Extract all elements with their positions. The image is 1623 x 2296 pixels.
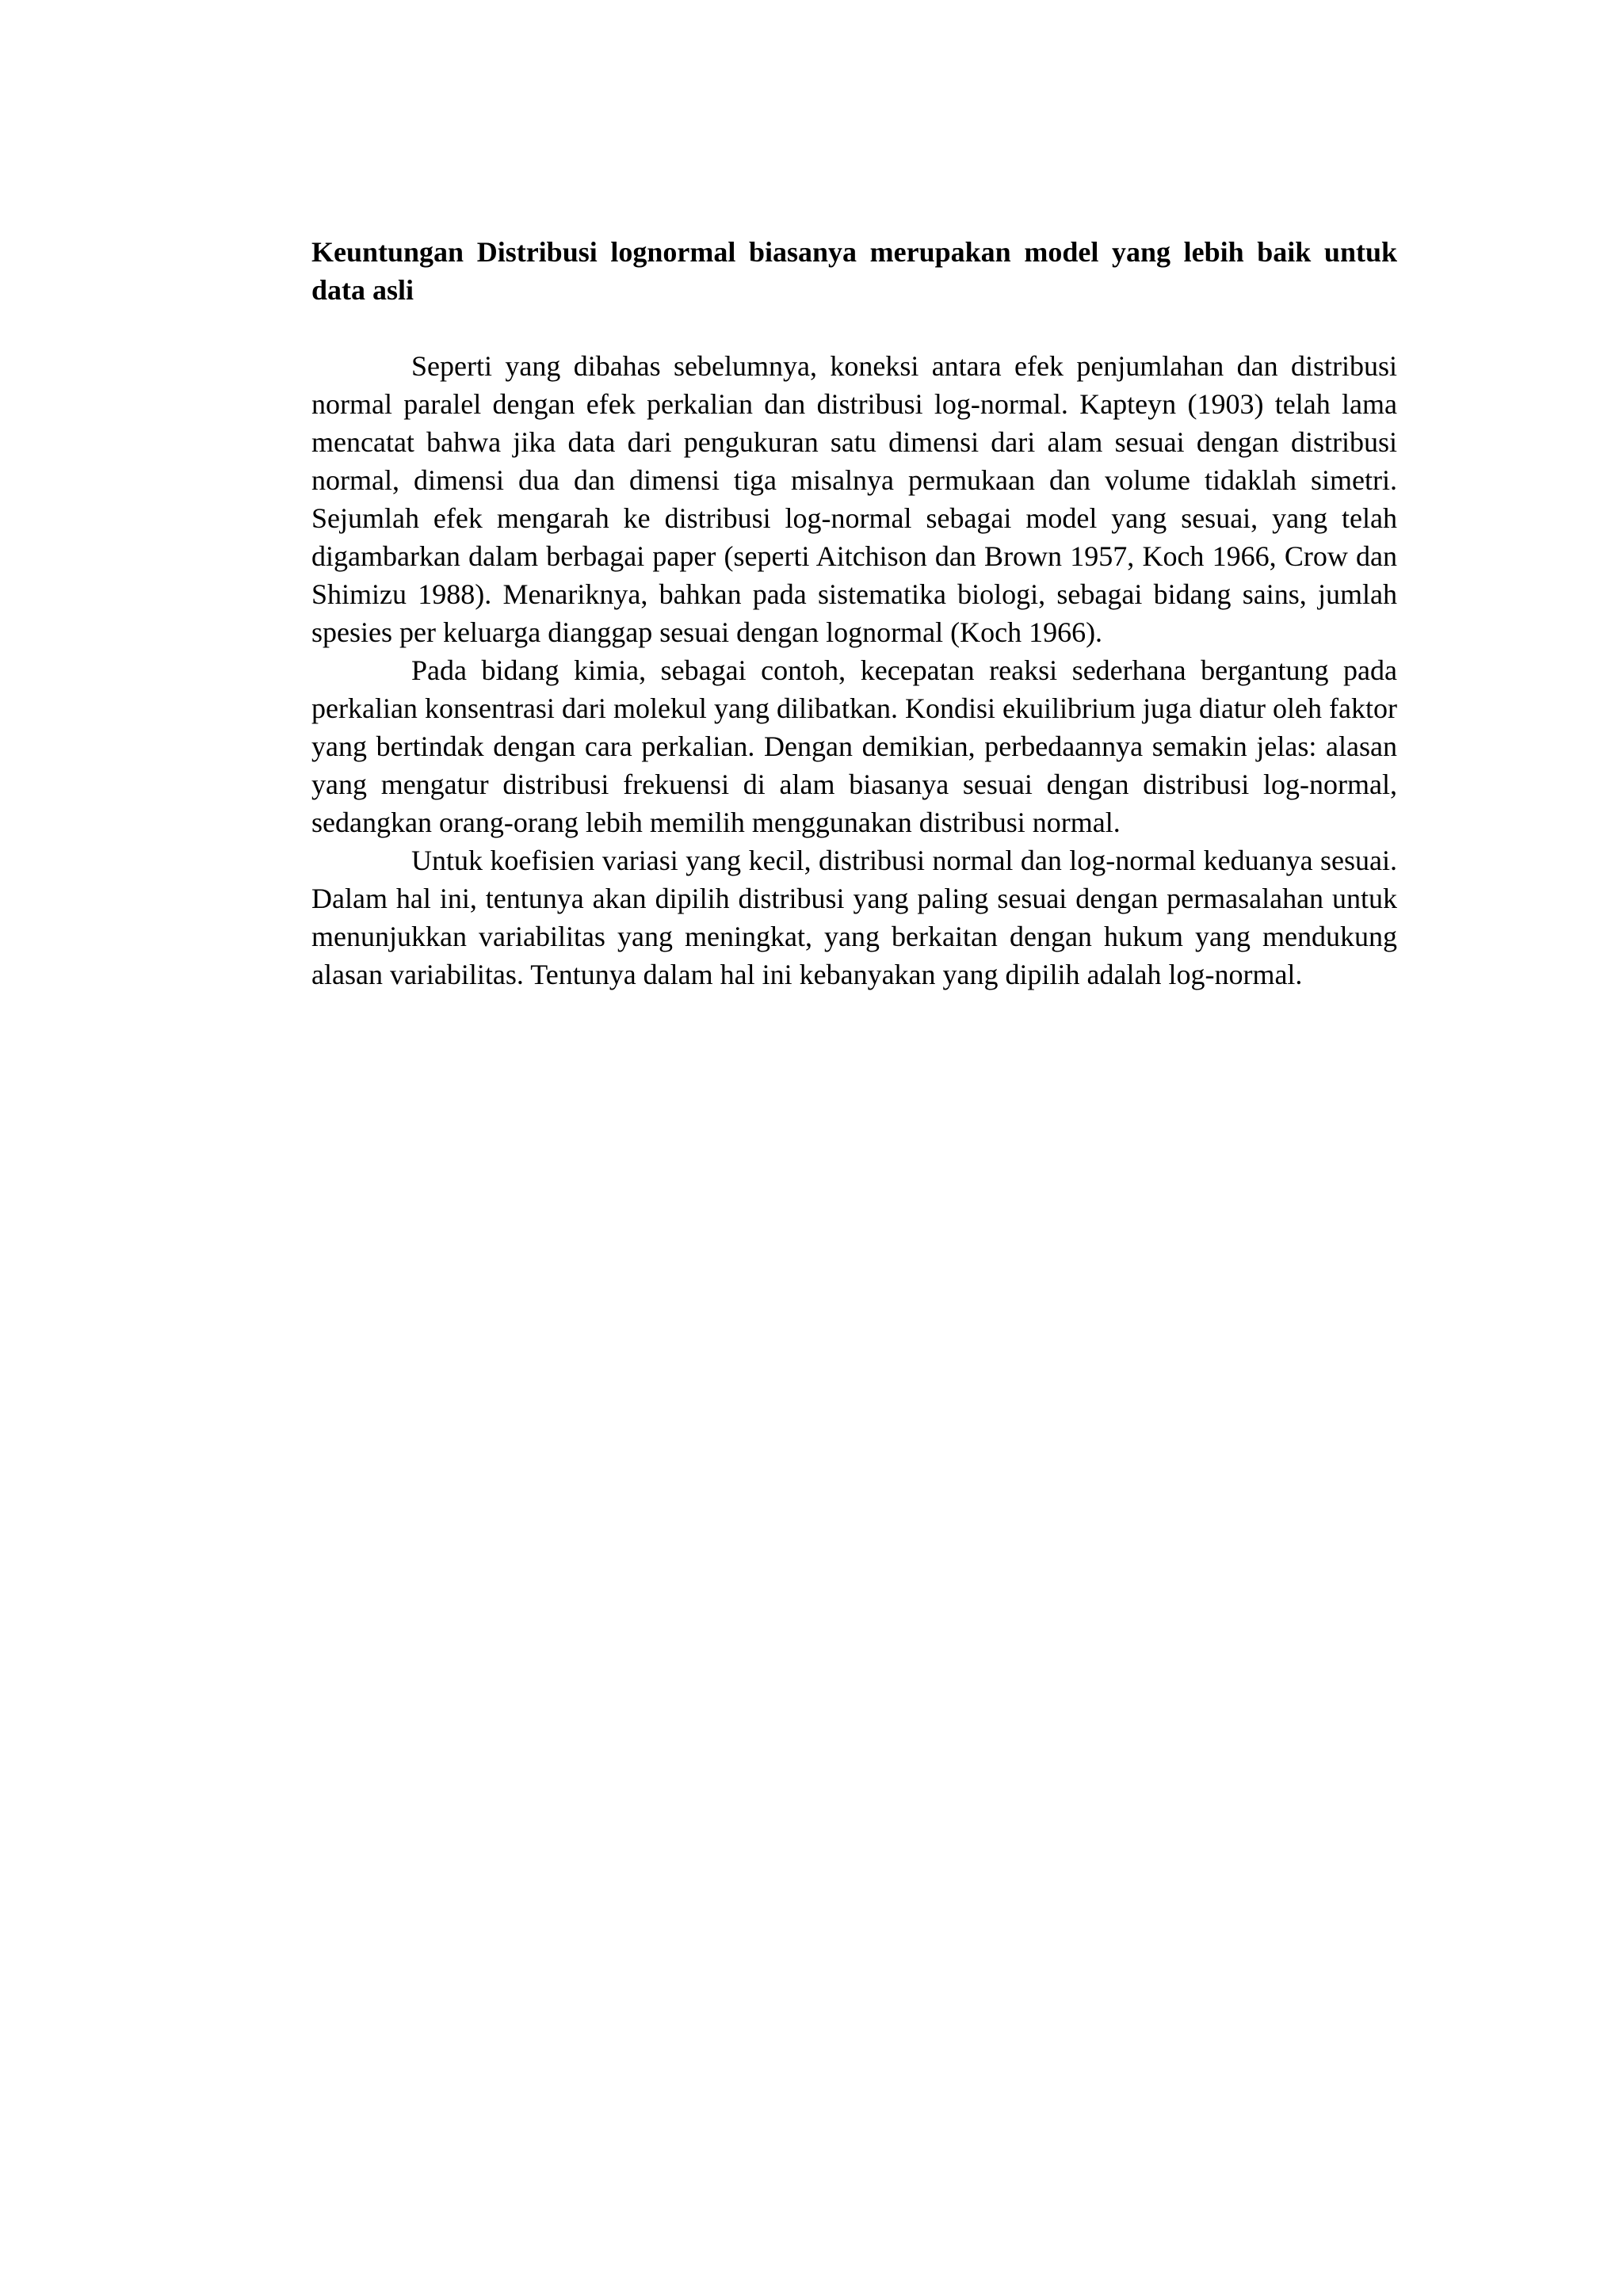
document-content	[311, 233, 1397, 994]
paragraph-1: Seperti yang dibahas sebelumnya, koneksi antara efek penjumlahan dan distribusi normal paralel dengan efek perkalian dan distribusi log-normal. Kapteyn (1903) telah lama mencatat bahwa jika data dari pengukuran satu dimensi dari alam sesuai dengan distribusi normal, dimensi dua dan dimensi tiga misalnya permukaan dan volume tidaklah simetri. Sejumlah efek mengarah ke distribusi log-normal sebagai model yang sesuai, yang telah digambarkan dalam berbagai paper (seperti Aitchison dan Brown 1957, Koch 1966, Crow dan Shimizu 1988). Menariknya, bahkan pada sistematika biologi, sebagai bidang sains, jumlah spesies per keluarga dianggap sesuai dengan lognormal (Koch 1966).	[311, 350, 1397, 648]
section-heading: Keuntungan Distribusi lognormal biasanya merupakan model yang lebih baik untuk data asli	[311, 236, 1397, 306]
paragraph-3: Untuk koefisien variasi yang kecil, distribusi normal dan log-normal keduanya sesuai. Dalam hal ini, tentunya akan dipilih distribusi yang paling sesuai dengan permasalahan untuk menunjukkan variabilitas yang meningkat, yang berkaitan dengan hukum yang mendukung alasan variabilitas. Tentunya dalam hal ini kebanyakan yang dipilih adalah log-normal.	[311, 845, 1397, 990]
paragraph-2: Pada bidang kimia, sebagai contoh, kecepatan reaksi sederhana bergantung pada perkalian konsentrasi dari molekul yang dilibatkan. Kondisi ekuilibrium juga diatur oleh faktor yang bertindak dengan cara perkalian. Dengan demikian, perbedaannya semakin jelas: alasan yang mengatur distribusi frekuensi di alam biasanya sesuai dengan distribusi log-normal, sedangkan orang-orang lebih memilih menggunakan distribusi normal.	[311, 654, 1397, 838]
body-text	[311, 347, 1397, 994]
